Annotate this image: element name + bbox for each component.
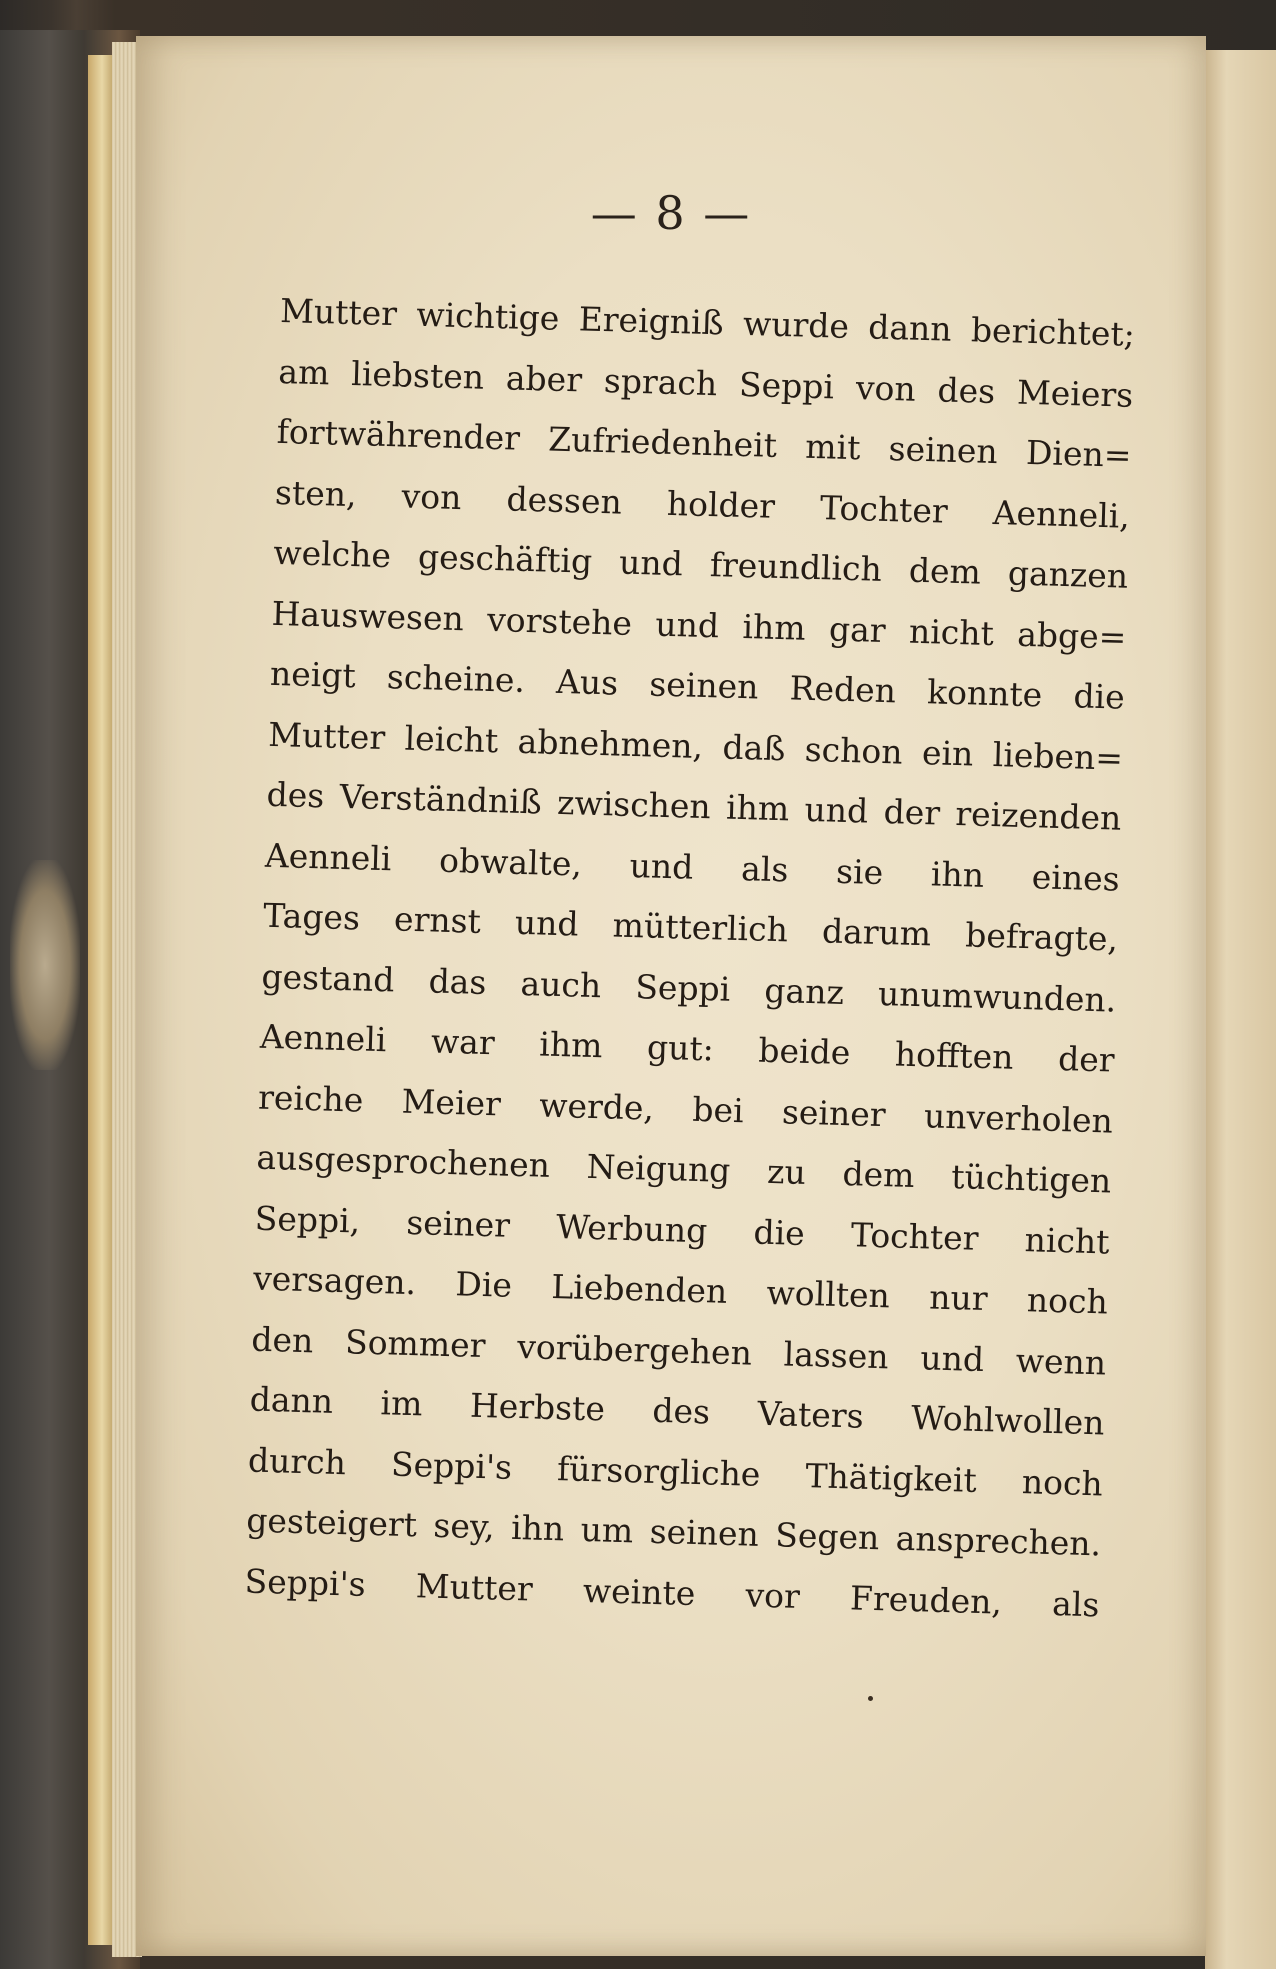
text-line: gestand das auch Seppi ganz unumwunden. <box>261 956 1117 1020</box>
text-line: des Verständniß zwischen ihm und der reizenden <box>266 774 1122 838</box>
text-line: neigt scheine. Aus seinen Reden konnte die <box>269 653 1126 717</box>
text-line: welche geschäftig und freundlich dem ganzen <box>272 532 1129 596</box>
text-line: Seppi, seiner Werbung die Tochter nicht <box>254 1198 1111 1262</box>
text-line: durch Seppi's fürsorgliche Thätigkeit noch <box>247 1440 1104 1503</box>
text-line: ausgesprochenen Neigung zu dem tüchtigen <box>255 1137 1112 1201</box>
text-line: fortwährender Zufriedenheit mit seinen Dien= <box>276 411 1133 475</box>
text-line: Tages ernst und mütterlich darum befragte, <box>262 895 1119 959</box>
text-line: am liebsten aber sprach Seppi von des Meiers <box>277 351 1134 415</box>
text-line: dann im Herbste des Vaters Wohlwollen <box>249 1379 1105 1443</box>
ink-speck <box>868 1696 873 1701</box>
text-line: Mutter leicht abnehmen, daß schon ein lieben= <box>267 714 1124 778</box>
page-number: — 8 — <box>590 186 752 240</box>
text-line: Seppi's Mutter weinte vor Freuden, als <box>244 1561 1100 1624</box>
facing-page-edge <box>1205 50 1276 1969</box>
body-text <box>244 281 1136 1635</box>
text-line: Hauswesen vorstehe und ihm gar nicht abge= <box>271 593 1127 657</box>
text-line: sten, von dessen holder Tochter Aenneli, <box>274 472 1131 536</box>
text-line: den Sommer vorübergehen lassen und wenn <box>250 1319 1107 1382</box>
text-line: gesteigert sey, ihn um seinen Segen ansprechen. <box>245 1500 1102 1564</box>
text-line: versagen. Die Liebenden wollten nur noch <box>252 1258 1109 1322</box>
book-page <box>136 36 1206 1956</box>
text-line: Mutter wichtige Ereigniß wurde dann berichtet; <box>279 290 1136 354</box>
text-line: Aenneli obwalte, und als sie ihn eines <box>264 835 1121 899</box>
text-line: Aenneli war ihm gut: beide hofften der <box>259 1016 1116 1080</box>
text-line: reiche Meier werde, bei seiner unverholen <box>257 1077 1114 1141</box>
cover-wear-mark <box>10 860 80 1070</box>
